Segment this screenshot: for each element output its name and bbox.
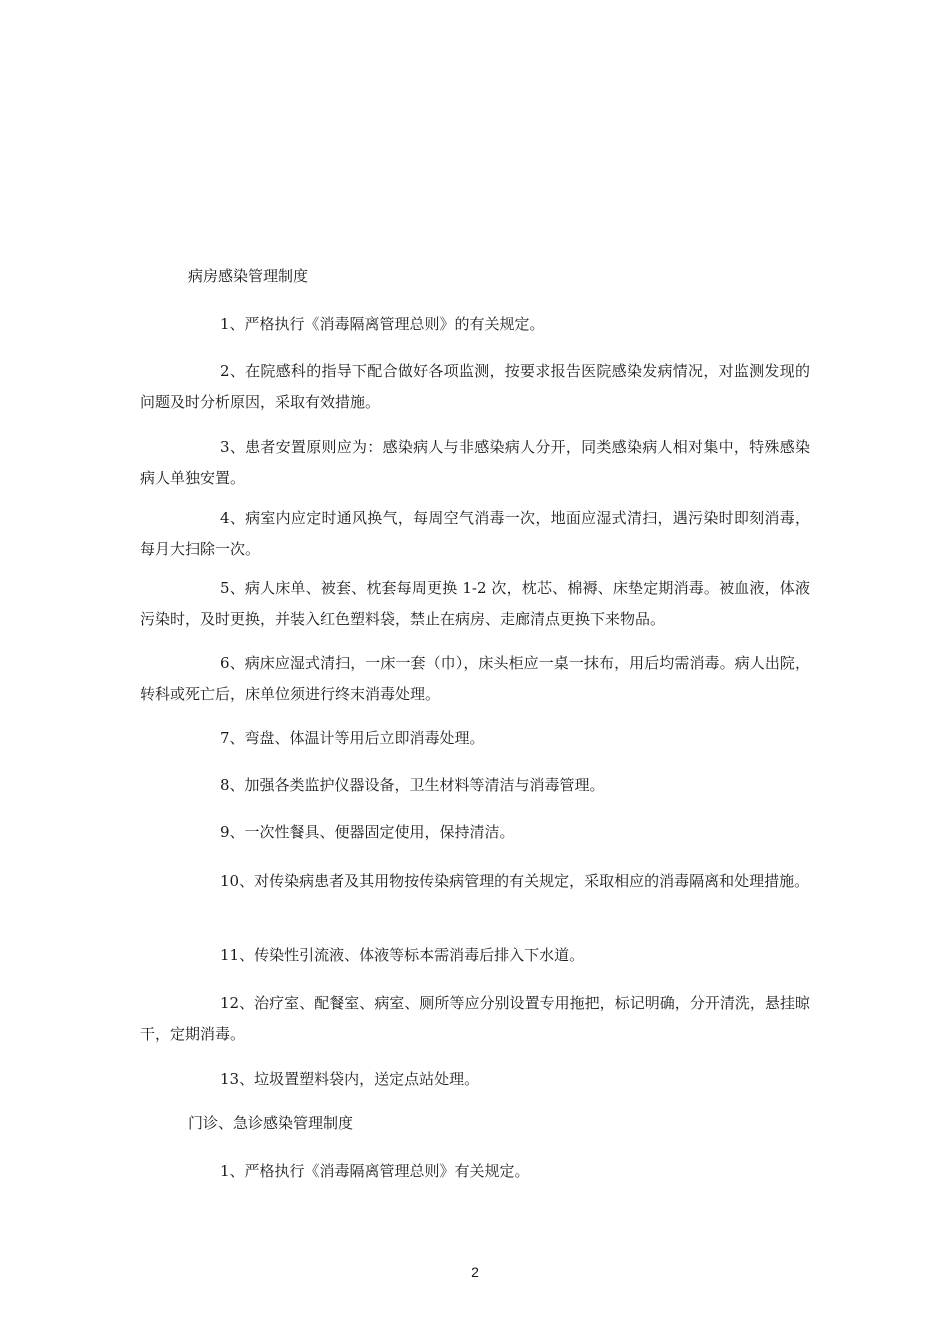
ward-rule-2: 2、在院感科的指导下配合做好各项监测，按要求报告医院感染发病情况，对监测发现的问题及时分析原因，采取有效措施。: [140, 362, 810, 411]
ward-rule-3: 3、患者安置原则应为：感染病人与非感染病人分开，同类感染病人相对集中，特殊感染病人单独安置。: [140, 438, 810, 487]
ward-rule-5: 5、病人床单、被套、枕套每周更换 1-2 次，枕芯、棉褥、床垫定期消毒。被血液，体液污染时，及时更换，并装入红色塑料袋，禁止在病房、走廊清点更换下来物品。: [140, 579, 810, 628]
ward-rule-12: 12、治疗室、配餐室、病室、厕所等应分别设置专用拖把，标记明确，分开清洗，悬挂晾干，定期消毒。: [140, 994, 810, 1043]
ward-rule-4: 4、病室内应定时通风换气，每周空气消毒一次，地面应湿式清扫，遇污染时即刻消毒，每月大扫除一次。: [140, 509, 810, 558]
outpatient-rule-1: 1、严格执行《消毒隔离管理总则》有关规定。: [220, 1162, 530, 1180]
section-title-ward-infection: 病房感染管理制度: [188, 267, 309, 285]
ward-rule-9: 9、一次性餐具、便器固定使用，保持清洁。: [220, 823, 515, 841]
page-number: 2: [471, 1264, 479, 1280]
section-title-outpatient-infection: 门诊、急诊感染管理制度: [188, 1114, 354, 1132]
ward-rule-13: 13、垃圾置塑料袋内，送定点站处理。: [220, 1070, 480, 1088]
ward-rule-6: 6、病床应湿式清扫，一床一套（巾），床头柜应一桌一抹布，用后均需消毒。病人出院，转科或死亡后，床单位须进行终末消毒处理。: [140, 654, 810, 703]
ward-rule-8: 8、加强各类监护仪器设备，卫生材料等清洁与消毒管理。: [220, 776, 605, 794]
ward-rule-7: 7、弯盘、体温计等用后立即消毒处理。: [220, 729, 485, 747]
ward-rule-10: 10、对传染病患者及其用物按传染病管理的有关规定，采取相应的消毒隔离和处理措施。: [220, 872, 810, 890]
ward-rule-1: 1、严格执行《消毒隔离管理总则》的有关规定。: [220, 315, 545, 333]
ward-rule-11: 11、传染性引流液、体液等标本需消毒后排入下水道。: [220, 946, 585, 964]
